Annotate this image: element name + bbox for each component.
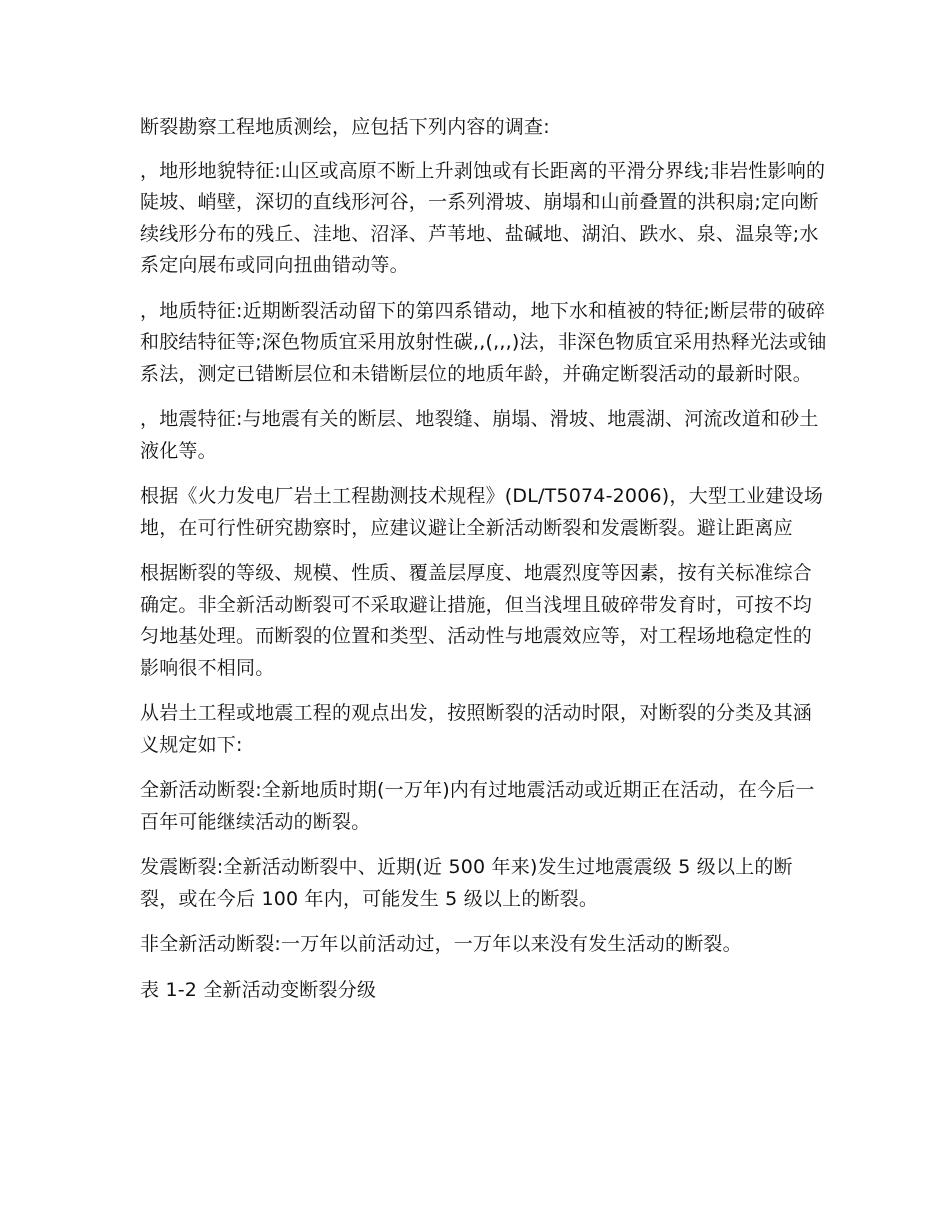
non-holocene-fault-definition: 非全新活动断裂:一万年以前活动过，一万年以来没有发生活动的断裂。 bbox=[140, 933, 742, 955]
classification-intro-paragraph: 从岩土工程或地震工程的观点出发，按照断裂的活动时限，对断裂的分类及其涵义规定如下: bbox=[140, 702, 813, 756]
holocene-fault-definition: 全新活动断裂:全新地质时期(一万年)内有过地震活动或近期正在活动，在今后一百年可能继续活动的断裂。 bbox=[140, 779, 815, 833]
landform-feature-paragraph: ，地形地貌特征:山区或高原不断上升剥蚀或有长距离的平滑分界线;非岩性影响的陡坡、峭壁，深切的直线形河谷，一系列滑坡、崩塌和山前叠置的洪积扇;定向断续线形分布的残丘、洼地、沼泽、芦苇地、盐碱地、湖泊、跌水、泉、温泉等;水系定向展布或同向扭曲错动等。 bbox=[140, 159, 826, 276]
document-page bbox=[140, 112, 830, 1020]
standard-reference-paragraph: 根据《火力发电厂岩土工程勘测技术规程》(DL/T5074-2006)，大型工业建设场地，在可行性研究勘察时，应建议避让全新活动断裂和发震断裂。避让距离应 bbox=[140, 485, 824, 539]
seismogenic-fault-definition: 发震断裂:全新活动断裂中、近期(近 500 年来)发生过地震震级 5 级以上的断裂，或在今后 100 年内，可能发生 5 级以上的断裂。 bbox=[140, 856, 793, 910]
avoidance-distance-paragraph: 根据断裂的等级、规模、性质、覆盖层厚度、地震烈度等因素，按有关标准综合确定。非全新活动断裂可不采取避让措施，但当浅埋且破碎带发育时，可按不均匀地基处理。而断裂的位置和类型、活动性与地震效应等，对工程场地稳定性的影响很不相同。 bbox=[140, 562, 813, 679]
table-caption: 表 1-2 全新活动变断裂分级 bbox=[140, 978, 377, 1001]
earthquake-feature-paragraph: ，地震特征:与地震有关的断层、地裂缝、崩塌、滑坡、地震湖、河流改道和砂土液化等。 bbox=[140, 408, 819, 462]
geology-feature-paragraph: ，地质特征:近期断裂活动留下的第四系错动，地下水和植被的特征;断层带的破碎和胶结特征等;深色物质宜采用放射性碳,,(,,,)法，非深色物质宜采用热释光法或铀系法，测定已错断层位和未错断层位的地质年龄，并确定断裂活动的最新时限。 bbox=[140, 299, 827, 385]
intro-paragraph: 断裂勘察工程地质测绘，应包括下列内容的调查: bbox=[140, 116, 550, 138]
